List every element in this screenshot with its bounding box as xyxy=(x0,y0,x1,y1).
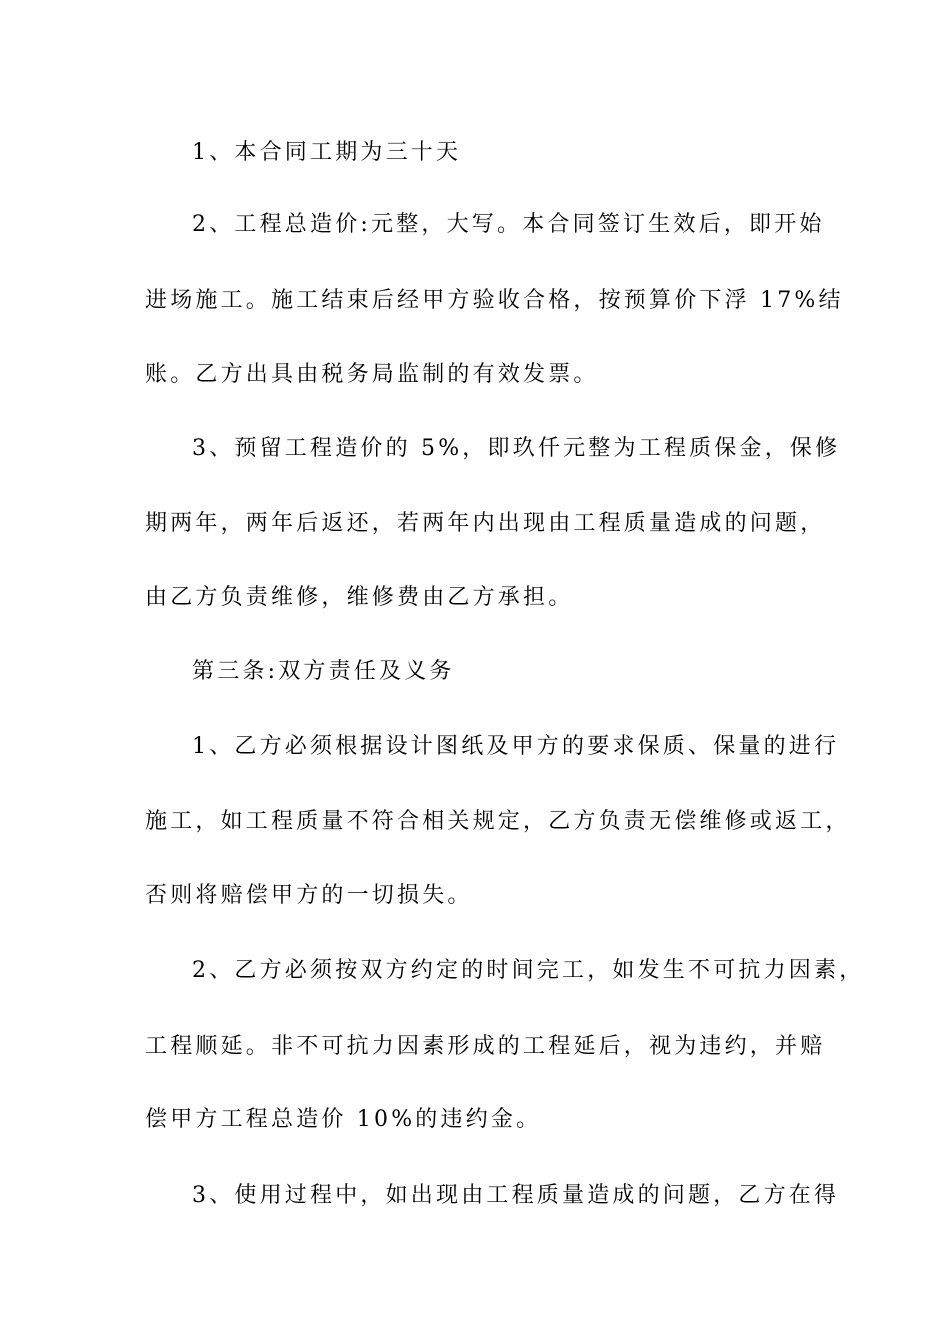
paragraph-line: 账。乙方出具由税务局监制的有效发票。 xyxy=(145,362,599,387)
paragraph-line: 1、本合同工期为三十天 xyxy=(192,140,462,165)
paragraph-line: 施工，如工程质量不符合相关规定，乙方负责无偿维修或返工， xyxy=(145,809,851,834)
section-heading: 第三条:双方责任及义务 xyxy=(192,659,455,684)
paragraph-line: 偿甲方工程总造价 10%的违约金。 xyxy=(145,1107,542,1132)
paragraph-line: 2、工程总造价:元整，大写。本合同签订生效后，即开始 xyxy=(192,212,825,237)
paragraph-line: 3、使用过程中，如出现由工程质量造成的问题，乙方在得 xyxy=(192,1183,840,1208)
paragraph-line: 期两年，两年后返还，若两年内出现由工程质量造成的问题， xyxy=(145,511,826,536)
paragraph-line: 工程顺延。非不可抗力因素形成的工程延后，视为违约，并赔 xyxy=(145,1034,826,1059)
paragraph-line: 3、预留工程造价的 5%，即玖仟元整为工程质保金，保修 xyxy=(192,436,841,461)
paragraph-line: 2、乙方必须按双方约定的时间完工，如发生不可抗力因素， xyxy=(192,958,865,983)
paragraph-line: 由乙方负责维修，维修费由乙方承担。 xyxy=(145,585,574,610)
paragraph-line: 否则将赔偿甲方的一切损失。 xyxy=(145,883,473,908)
paragraph-line: 进场施工。施工结束后经甲方验收合格，按预算价下浮 17%结 xyxy=(145,288,844,313)
paragraph-line: 1、乙方必须根据设计图纸及甲方的要求保质、保量的进行 xyxy=(192,734,840,759)
